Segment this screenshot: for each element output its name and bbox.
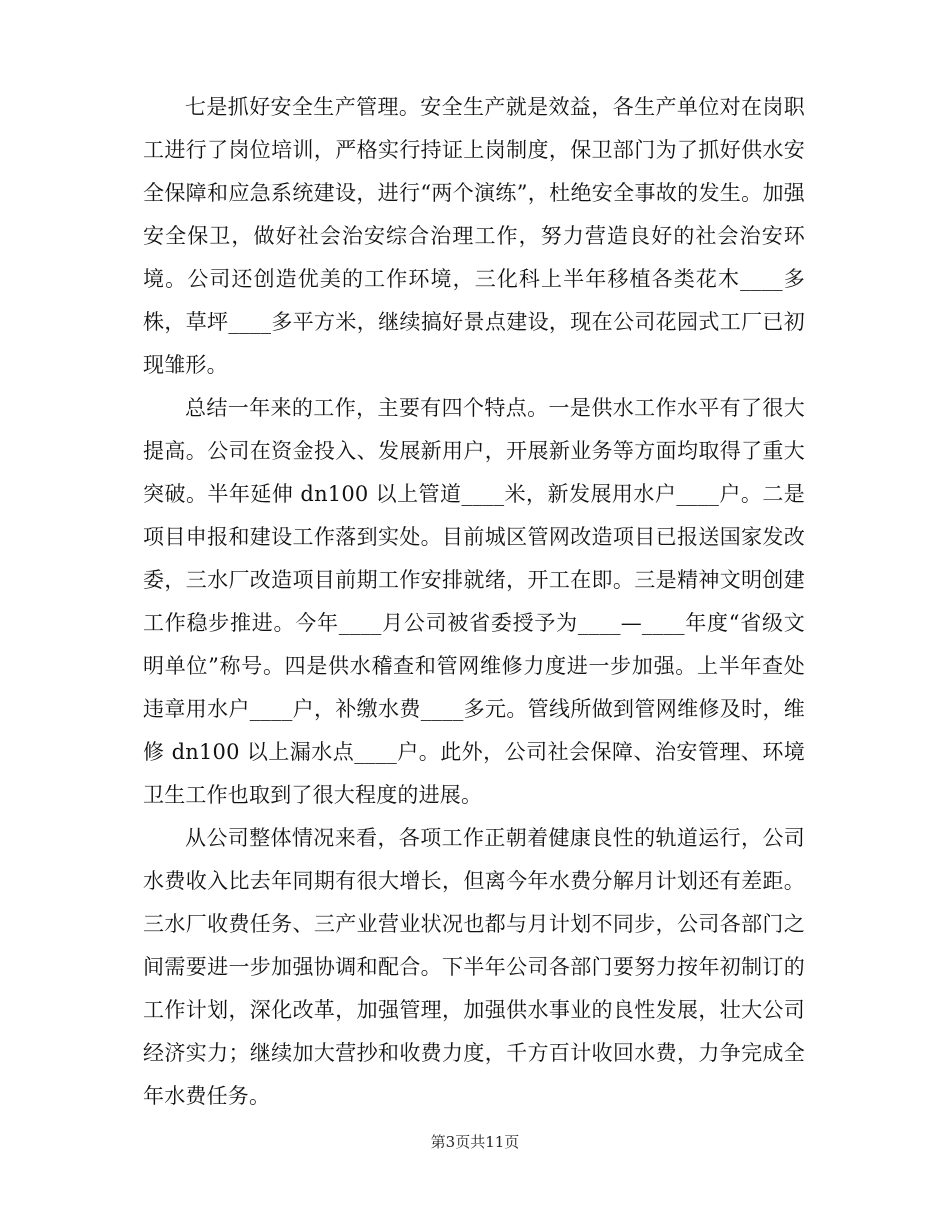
paragraph-overall-situation: 从公司整体情况来看，各项工作正朝着健康良性的轨道运行，公司水费收入比去年同期有很大增长，但离今年水费分解月计划还有差距。三水厂收费任务、三产业营业状况也都与月计划不同步，公司各部门之间需要进一步加强协调和配合。下半年公司各部门要努力按年初制订的工作计划，深化改革，加强管理，加强供水事业的良性发展，壮大公司经济实力；继续加大营抄和收费力度，千方百计收回水费，力争完成全年水费任务。: [143, 826, 805, 1108]
document-body: [143, 86, 805, 1118]
paragraph-annual-summary: 总结一年来的工作，主要有四个特点。一是供水工作水平有了很大提高。公司在资金投入、发展新用户，开展新业务等方面均取得了重大突破。半年延伸 dn100 以上管道____米，新发展用水户____户。二是项目申报和建设工作落到实处。目前城区管网改造项目已报送国家发改委，三水厂改造项目前期工作安排就绪，开工在即。三是精神文明创建工作稳步推进。今年____月公司被省委授予为____—____年度“省级文明单位”称号。四是供水稽查和管网维修力度进一步加强。上半年查处违章用水户____户，补缴水费____多元。管线所做到管网维修及时，维修 dn100 以上漏水点____户。此外，公司社会保障、治安管理、环境卫生工作也取到了很大程度的进展。: [143, 396, 805, 807]
page-number-footer: 第3页共11页: [430, 1133, 520, 1151]
paragraph-safety-management: 七是抓好安全生产管理。安全生产就是效益，各生产单位对在岗职工进行了岗位培训，严格实行持证上岗制度，保卫部门为了抓好供水安全保障和应急系统建设，进行“两个演练”，杜绝安全事故的发生。加强安全保卫，做好社会治安综合治理工作，努力营造良好的社会治安环境。公司还创造优美的工作环境，三化科上半年移植各类花木____多株，草坪____多平方米，继续搞好景点建设，现在公司花园式工厂已初现雏形。: [143, 95, 805, 377]
